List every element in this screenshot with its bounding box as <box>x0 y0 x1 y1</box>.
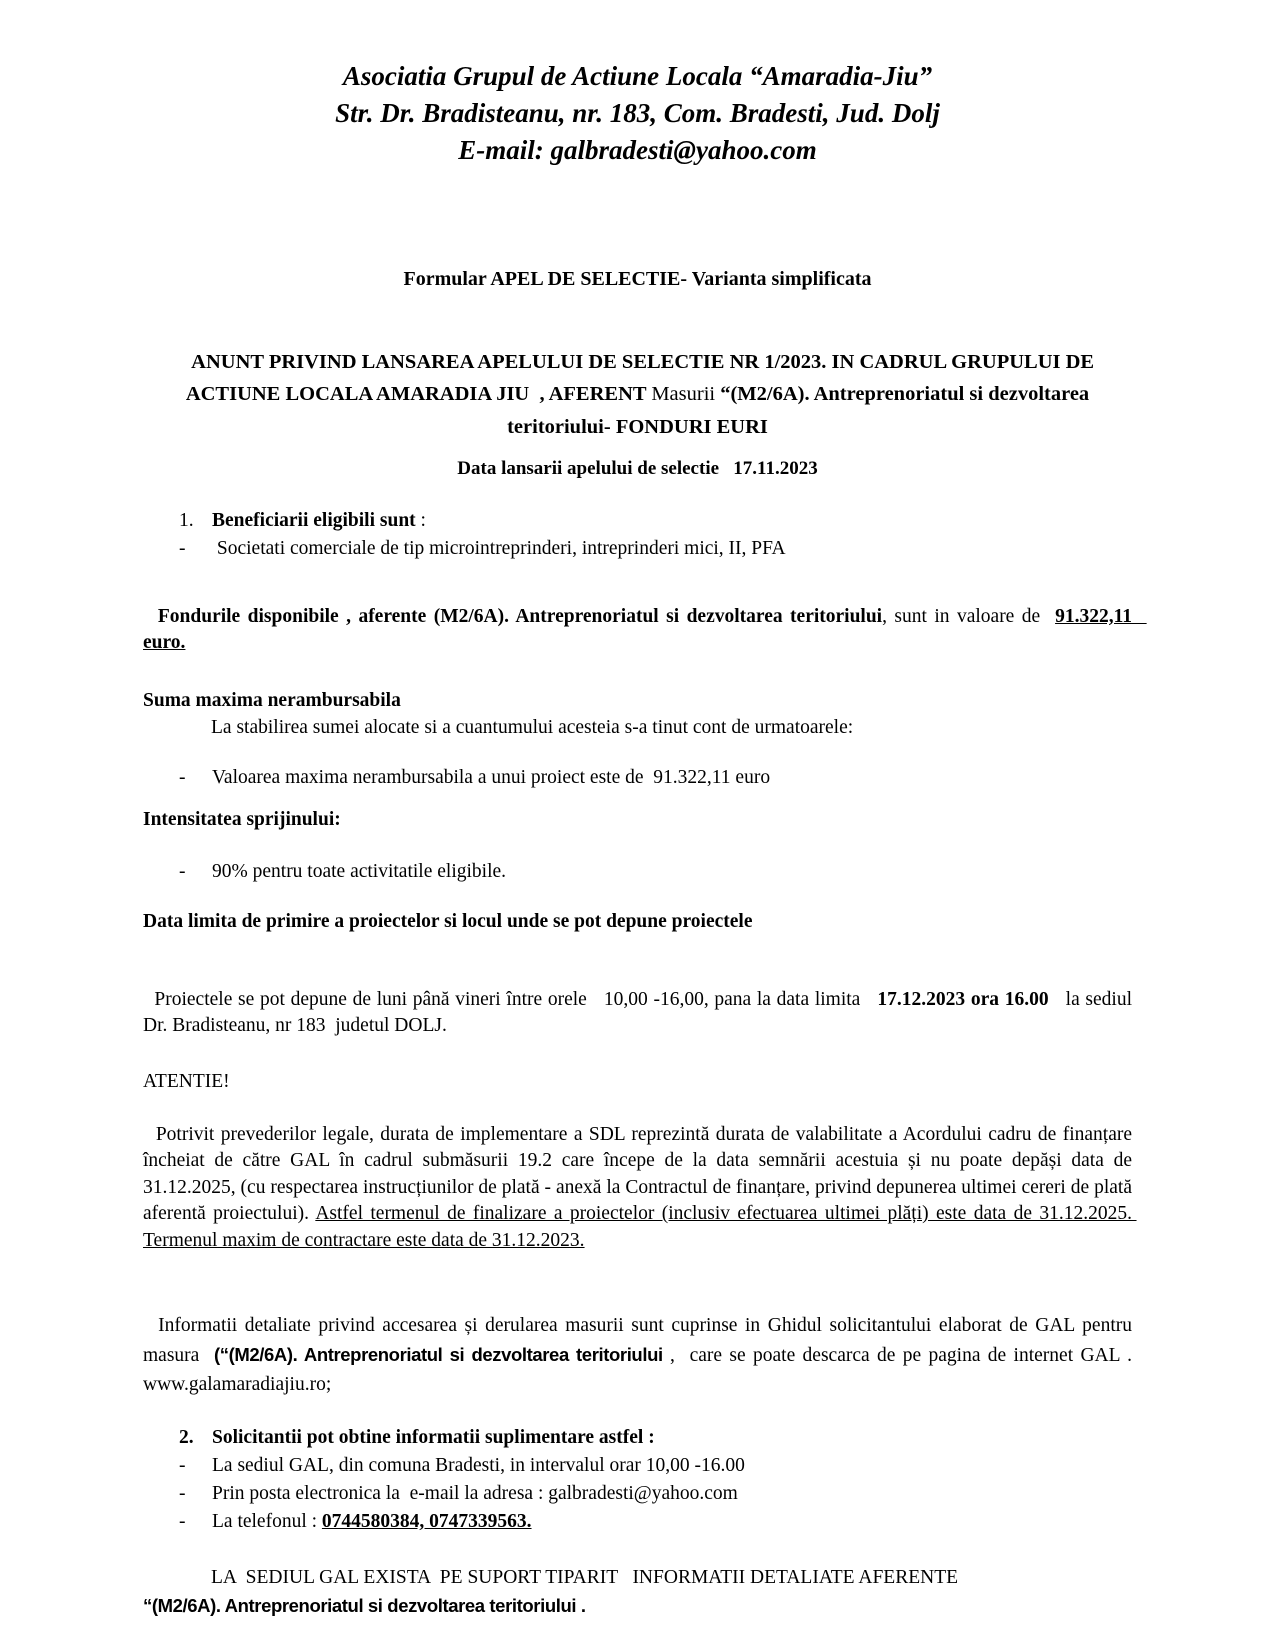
deadline-heading: Data limita de primire a proiectelor si locul unde se pot depune proiectele <box>143 911 753 932</box>
dash-marker: - <box>179 538 186 559</box>
org-name: Asociatia Grupul de Actiune Locala “Amaradia-Jiu” <box>342 61 933 91</box>
dash-marker: - <box>179 1511 186 1532</box>
deadline-regular-1: Proiectele se pot depune de luni până vineri între orele 10,00 -16,00, pana la data limita <box>154 989 878 1010</box>
footer-line-1: LA SEDIUL GAL EXISTA PE SUPORT TIPARIT INFORMATII DETALIATE AFERENTE <box>211 1567 959 1588</box>
info-regular-2: , care se poate descarca de pe pagina de internet GAL . www.galamaradiajiu.ro; <box>143 1345 1137 1395</box>
funds-amount: 91.322,11 euro. <box>143 606 1147 653</box>
suma-paragraph: La stabilirea sumei alocate si a cuantumului acesteia s-a tinut cont de urmatoarele: <box>211 717 854 738</box>
contact-item-row <box>143 1509 1132 1535</box>
intensity-item-row <box>143 859 1132 885</box>
contact-item-phone <box>212 1509 532 1535</box>
contact-phone-numbers: 0744580384, 0747339563. <box>321 1511 532 1532</box>
beneficiaries-heading-row <box>143 508 1132 534</box>
contact-item-row <box>143 1481 1132 1507</box>
attention-underlined: Astfel termenul de finalizare a proiectelor (inclusiv efectuarea ultimei plăți) este data de 31.12.2025. Termenul maxim de contractare este data de 31.12.2023. <box>143 1203 1137 1251</box>
dash-marker: - <box>179 1455 186 1476</box>
intensity-item: 90% pentru toate activitatile eligibile. <box>212 861 507 882</box>
deadline-date-bold: 17.12.2023 ora 16.00 <box>877 989 1049 1010</box>
contact-phone-prefix: La telefonul : <box>212 1511 322 1532</box>
dash-marker: - <box>179 861 186 882</box>
beneficiaries-heading <box>212 508 426 534</box>
announcement-bold-1: ANUNT PRIVIND LANSAREA APELULUI DE SELECTIE NR 1/2023. IN CADRUL GRUPULUI DE ACTIUNE LOCALA AMARADIA JIU , AFERENT <box>185 350 1099 405</box>
attention-label: ATENTIE! <box>143 1071 230 1092</box>
letterhead <box>143 58 1132 169</box>
beneficiaries-item: Societati comerciale de tip microintreprinderi, intreprinderi mici, II, PFA <box>212 538 786 559</box>
info-regular-1: Informatii detaliate privind accesarea și derularea masurii sunt cuprinse in Ghidul solicitantului elaborat de GAL pentru masura <box>143 1315 1137 1366</box>
org-address: Str. Dr. Bradisteanu, nr. 183, Com. Bradesti, Jud. Dolj <box>335 98 940 128</box>
announcement-bold-2: “(M2/6A). Antreprenoriatul si dezvoltarea teritoriului- FONDURI EURI <box>507 383 1095 438</box>
dash-marker: - <box>179 767 186 788</box>
info-paragraph <box>143 1282 1137 1399</box>
dash-marker: - <box>179 1483 186 1504</box>
beneficiaries-item-row <box>143 536 1132 562</box>
footer-line-2: “(M2/6A). Antreprenoriatul si dezvoltarea teritoriului . <box>143 1595 586 1616</box>
suma-heading: Suma maxima nerambursabila <box>143 690 401 711</box>
funds-paragraph <box>143 578 1147 656</box>
deadline-regular-2: la sediul Dr. Bradisteanu, nr 183 judetul DOLJ. <box>143 989 1142 1036</box>
form-title: Formular APEL DE SELECTIE- Varianta simplificata <box>403 268 872 290</box>
info-measure-bold: (“(M2/6A). Antreprenoriatul si dezvoltarea teritoriului <box>214 1344 663 1365</box>
beneficiaries-heading-colon: : <box>415 510 426 531</box>
contact-heading: Solicitantii pot obtine informatii suplimentare astfel : <box>212 1427 655 1448</box>
suma-item-row <box>143 765 1132 791</box>
suma-item: Valoarea maxima nerambursabila a unui proiect este de 91.322,11 euro <box>212 767 771 788</box>
funds-bold: Fondurile disponibile , aferente (M2/6A). Antreprenoriatul si dezvoltarea teritoriului <box>157 606 883 627</box>
contact-item-email: Prin posta electronica la e-mail la adresa : galbradesti@yahoo.com <box>212 1483 738 1504</box>
beneficiaries-heading-bold: Beneficiarii eligibili sunt <box>212 510 416 531</box>
org-email: E-mail: galbradesti@yahoo.com <box>458 135 817 165</box>
list-number: 1. <box>179 510 194 531</box>
contact-heading-row <box>143 1425 1132 1451</box>
contact-section <box>143 1425 1132 1535</box>
intensity-heading: Intensitatea sprijinului: <box>143 809 341 830</box>
announcement-heading <box>143 313 1132 443</box>
contact-item-row <box>143 1453 1132 1479</box>
contact-item-office: La sediul GAL, din comuna Bradesti, in intervalul orar 10,00 -16.00 <box>212 1455 745 1476</box>
deadline-paragraph <box>143 961 1142 1039</box>
beneficiaries-section <box>143 508 1132 562</box>
attention-regular: Potrivit prevederilor legale, durata de implementare a SDL reprezintă durata de valabilitate a Acordului cadru de finanțare încheiat de către GAL în cadrul submăsurii 19.2 care începe de la data semnării acestuia și nu poate depăși data de 31.12.2025, (cu respectarea instrucțiunilor de plată - anexă la Contractul de finanțare, privind depunerea ultimei cereri de plată aferentă proiectului). <box>143 1123 1137 1224</box>
launch-date-line: Data lansarii apelului de selectie 17.11.2023 <box>457 458 818 479</box>
funds-regular: , sunt in valoare de <box>882 606 1056 627</box>
announcement-regular: Masurii <box>651 383 721 405</box>
list-number: 2. <box>179 1427 194 1448</box>
attention-paragraph <box>143 1095 1137 1254</box>
